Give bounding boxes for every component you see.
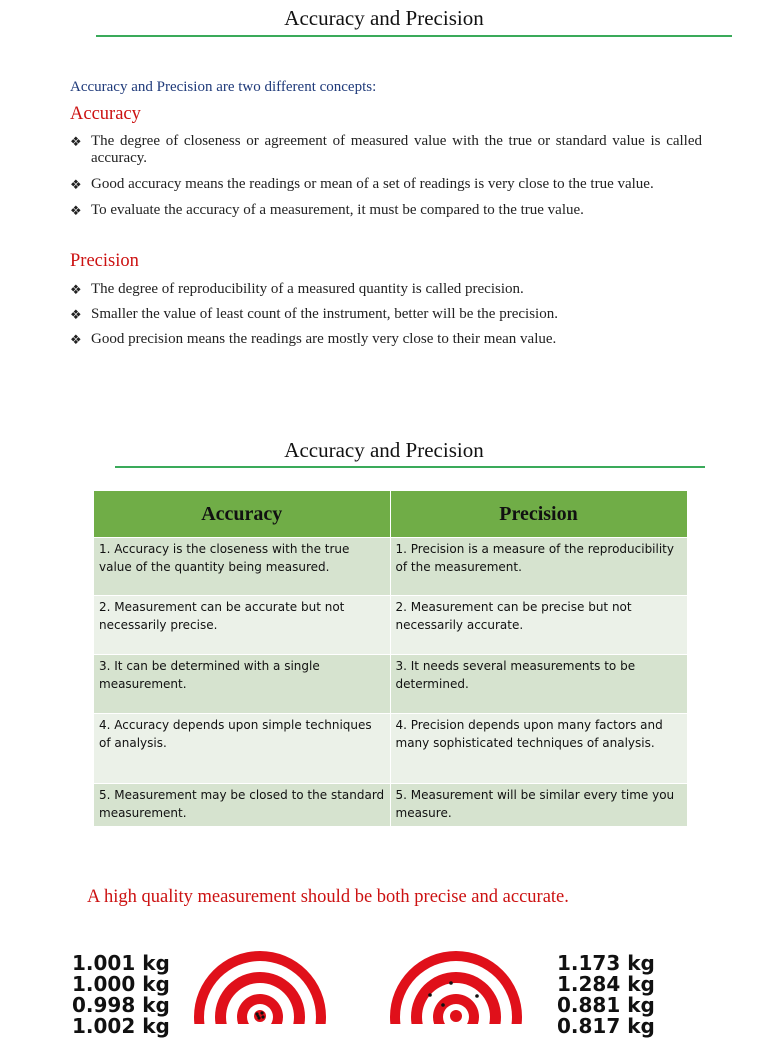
list-item <box>70 306 702 323</box>
bullet-text: To evaluate the accuracy of a measurement, it must be compared to the true value. <box>91 202 584 218</box>
reading-value: 0.881 kg <box>557 993 655 1017</box>
precision-list <box>70 281 702 348</box>
table-cell: 3. It can be determined with a single measurement. <box>94 655 390 714</box>
table-cell: 4. Precision depends upon many factors and many sophisticated techniques of analysis. <box>390 714 687 784</box>
accuracy-heading: Accuracy <box>70 104 141 124</box>
table-row <box>94 784 687 826</box>
accuracy-list <box>70 133 702 219</box>
table-row <box>94 538 687 596</box>
list-item <box>70 331 702 348</box>
bullet-text: Smaller the value of least count of the instrument, better will be the precision. <box>91 306 558 322</box>
reading-value: 1.173 kg <box>557 951 655 975</box>
bullet-icon: ❖ <box>70 282 82 297</box>
table-cell: 2. Measurement can be precise but not necessarily accurate. <box>390 596 687 655</box>
intro-text: Accuracy and Precision are two different concepts: <box>70 79 377 95</box>
reading-value: 1.284 kg <box>557 972 655 996</box>
bullet-icon: ❖ <box>70 307 82 322</box>
bullet-text: The degree of reproducibility of a measured quantity is called precision. <box>91 281 524 297</box>
table-row <box>94 596 687 655</box>
comparison-table <box>94 491 688 826</box>
bullet-icon: ❖ <box>70 177 82 192</box>
right-readings <box>557 953 655 1037</box>
precision-column-header: Precision <box>390 491 687 538</box>
reading-value: 1.000 kg <box>72 972 170 996</box>
table-cell: 1. Accuracy is the closeness with the true value of the quantity being measured. <box>94 538 390 596</box>
list-item <box>70 281 702 298</box>
title-underline <box>96 35 732 37</box>
table-cell: 2. Measurement can be accurate but not necessarily precise. <box>94 596 390 655</box>
section-title-underline <box>115 466 705 468</box>
bullet-icon: ❖ <box>70 134 82 149</box>
bullet-text: Good accuracy means the readings or mean of a set of readings is very close to the true value. <box>91 176 654 192</box>
bullet-text: The degree of closeness or agreement of measured value with the true or standard value is called accuracy. <box>91 133 702 166</box>
reading-value: 1.001 kg <box>72 951 170 975</box>
accuracy-column-header: Accuracy <box>94 491 390 538</box>
table-row <box>94 714 687 784</box>
precision-heading: Precision <box>70 251 139 271</box>
list-item <box>70 202 702 219</box>
section-title: Accuracy and Precision <box>284 438 484 462</box>
table-cell: 1. Precision is a measure of the reproducibility of the measurement. <box>390 538 687 596</box>
reading-value: 0.998 kg <box>72 993 170 1017</box>
bullet-icon: ❖ <box>70 203 82 218</box>
reading-value: 0.817 kg <box>557 1014 655 1038</box>
table-cell: 5. Measurement will be similar every time you measure. <box>390 784 687 826</box>
table-cell: 3. It needs several measurements to be determined. <box>390 655 687 714</box>
table-cell: 4. Accuracy depends upon simple techniques of analysis. <box>94 714 390 784</box>
left-readings <box>72 953 170 1037</box>
list-item <box>70 176 702 193</box>
quality-statement: A high quality measurement should be both precise and accurate. <box>87 887 569 907</box>
table-header-row <box>94 491 687 538</box>
table-cell: 5. Measurement may be closed to the standard measurement. <box>94 784 390 826</box>
bullet-icon: ❖ <box>70 332 82 347</box>
page-title: Accuracy and Precision <box>284 6 484 30</box>
accurate-precise-target-icon <box>193 950 327 1024</box>
imprecise-target-icon <box>389 950 523 1024</box>
reading-value: 1.002 kg <box>72 1014 170 1038</box>
table-row <box>94 655 687 714</box>
list-item <box>70 133 702 167</box>
bullet-text: Good precision means the readings are mostly very close to their mean value. <box>91 331 557 347</box>
